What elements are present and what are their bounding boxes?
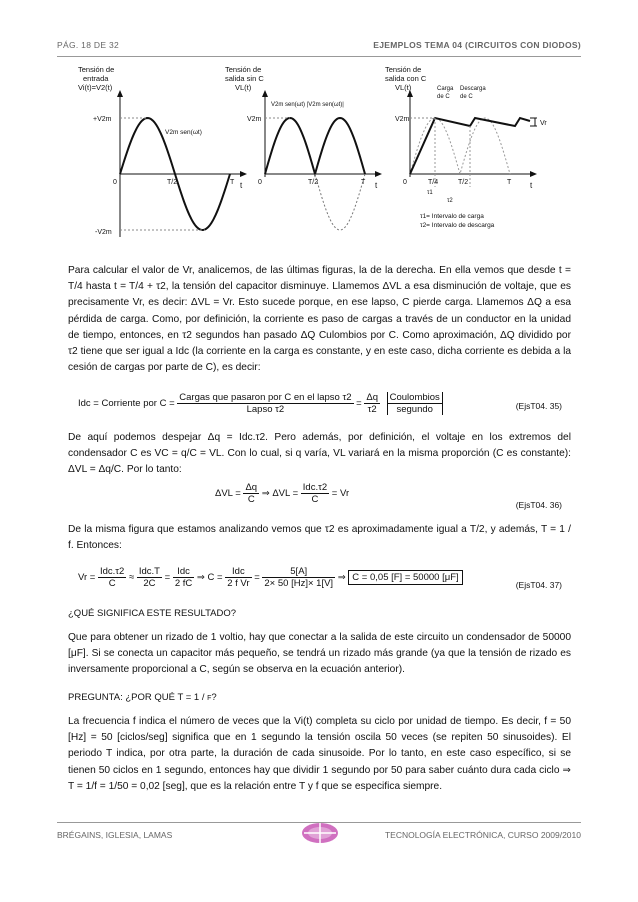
eq35-unit-den: segundo <box>396 404 433 415</box>
g2-axis-t-mark: T <box>361 179 366 186</box>
g1-title-3: Vi(t)=V2(t) <box>78 83 113 92</box>
eq37-d4: 2 f Vr <box>227 578 250 589</box>
waveform-figure <box>75 62 565 242</box>
eq37-n5: 5[A] <box>262 566 335 578</box>
eq37-d3: 2 fC <box>174 578 193 589</box>
eq36-c: = Vr <box>331 488 350 500</box>
g2-title-2: salida sin C <box>225 74 264 83</box>
g3-legend-1: τ1= Intervalo de carga <box>420 213 484 220</box>
graph-output-with-c <box>385 65 547 229</box>
g1-title-1: Tensión de <box>78 65 115 74</box>
eq37-d5: 2× 50 [Hz]× 1[V] <box>264 578 334 589</box>
paragraph-1: Para calcular el valor de Vr, analicemos, de las últimas figuras, la de la derecha. En ella vemos que desde t = T/4 hasta t = T/4 + τ2, la tensión del capacitor disminuye. Llamemos ΔVL a esa disminución de voltaje, que es precisamente Vr, es decir: ΔVL = Vr. Esto sucede porque, en ese lapso, C pierde carga. Llamemos ΔQ a esa pérdida de carga. Como, por definición, la corriente es paso de cargas a través de un conductor en la unidad de tiempo, entonces, en τ2 segundos han pasado ΔQ Culombios por C. Como aproximación, ΔQ dividido por τ2 tiene que ser igual a Idc (la corriente en la carga es constante, y en este caso, dicha corriente es debida a la cesión de cargas por parte de C), es decir: <box>68 265 571 374</box>
eq35-num2: Δq <box>366 392 378 403</box>
g3-title-1: Tensión de <box>385 65 422 74</box>
paragraph-3: De la misma figura que estamos analizando vemos que τ2 es aproximadamente igual a T/2, y además, T = 1 / f. Entonces: <box>68 524 571 552</box>
g1-vmax: +V2m <box>93 116 112 123</box>
paragraph-5: La frecuencia f indica el número de veces que la Vi(t) completa su ciclo por unidad de tiempo. Es decir, f = 50 [Hz] = 50 [ciclos/seg] significa que en 1 segundo la tensión oscila 50 veces (se repiten 50 sinusoides). El periodo T indica, por otra parte, la duración de cada sinusoide. Por lo tanto, en este caso específico, si se tienen 50 ciclos en 1 segundo, entonces hay que dividir 1 segundo por 50 para saber cuánto dura cada ciclo ⇒ T = 1/f = 1/50 = 0,02 [seg], que es la relación entre T y f que se especifica siempre. <box>68 716 571 792</box>
eq37-n2: Idc.T <box>138 566 160 577</box>
g3-axis-t: t <box>530 181 533 190</box>
equation-37 <box>78 566 463 589</box>
paragraph-4: Que para obtener un rizado de 1 voltio, hay que conectar a la salida de este circuito un condensador de 50000 [μF]. Si se conecta un capacitor más pequeño, se tendrá un rizado más grande (ya que la tensión de rizado es inversamente proporcional a C, según se observa en la ecuación anterior). <box>68 632 571 676</box>
eq37-a: Vr = <box>78 572 96 584</box>
eq37-d: ⇒ C = <box>196 572 223 584</box>
eq36-n2: Idc.τ2 <box>302 482 328 493</box>
g3-tau1: τ1 <box>427 190 433 196</box>
graph-output-without-c <box>225 65 382 230</box>
eq35-den: Lapso τ2 <box>246 404 285 415</box>
g3-tau2: τ2 <box>447 198 453 204</box>
eq36-b: ⇒ ΔVL = <box>261 488 299 500</box>
g2-axis-t: t <box>375 181 378 190</box>
page-number: PÁG. 18 DE 32 <box>57 40 120 50</box>
g3-title-3: VL(t) <box>395 83 412 92</box>
footer-course: TECNOLOGÍA ELECTRÓNICA, CURSO 2009/2010 <box>384 830 581 840</box>
eq36-n1: Δq <box>245 482 258 493</box>
g2-curves-label: V2m sen(ωt) |V2m sen(ωt)| <box>271 102 344 108</box>
paragraph-2: De aquí podemos despejar Δq = Idc.τ2. Pero además, por definición, el voltaje en los extremos del condensador C es VC = q/C = VL. Con lo cual, si q varía, VL variará en la misma proporción (C es constante): ΔVL = Δq/C. Por lo tanto: <box>68 432 571 476</box>
g2-title-3: VL(t) <box>235 83 252 92</box>
header-title: EJEMPLOS TEMA 04 (CIRCUITOS CON DIODOS) <box>373 40 581 50</box>
eq37-n4: Idc <box>225 566 251 578</box>
g1-axis-t2: T/2 <box>167 179 178 186</box>
g1-axis-zero: 0 <box>113 179 117 186</box>
equation-35: Idc = Corriente por C = $\frac{\text{Cargas que pasaron por C en el lapso τ2}}{\text{Lapso τ2}}$ = $\frac{\Delta q}{\tau 2}$ $\frac{\text{Coulombios}}{\text{segundo}}$ <box>78 392 443 415</box>
g3-carga-2: de C <box>437 94 450 100</box>
eq37-boxed-result: C = 0,05 [F] = 50000 [μF] <box>348 570 462 585</box>
g3-axis-t4: T/4 <box>428 179 439 186</box>
g1-axis-t: t <box>240 181 243 190</box>
g1-vmin: -V2m <box>95 229 112 236</box>
eq37-e: = <box>254 572 260 584</box>
eq35-label: (EjsT04. 35) <box>515 401 562 411</box>
eq36-label: (EjsT04. 36) <box>515 500 562 510</box>
eq36-d2: C <box>311 494 319 505</box>
eq35-den2: τ2 <box>367 404 377 415</box>
g2-title-1: Tensión de <box>225 65 262 74</box>
g3-vmax: V2m <box>395 116 410 123</box>
page-header <box>57 40 581 54</box>
g3-vr: Vr <box>540 120 547 127</box>
g2-axis-t2: T/2 <box>308 179 319 186</box>
footer-authors: BRÉGAINS, IGLESIA, LAMAS <box>57 830 173 840</box>
eq36-a: ΔVL = <box>215 488 241 500</box>
university-logo-icon <box>300 820 340 846</box>
question-2: PREGUNTA: ¿POR QUÉ T = 1 / f? <box>68 692 217 703</box>
eq37-f: ⇒ <box>337 572 346 584</box>
g2-vmax: V2m <box>247 116 262 123</box>
graph-input-voltage <box>78 65 247 237</box>
eq35-lhs: Idc = Corriente por C = <box>78 398 175 410</box>
g3-legend-2: τ2= Intervalo de descarga <box>420 222 495 229</box>
g1-axis-t-mark: T <box>230 179 235 186</box>
eq37-n3: Idc <box>173 566 194 578</box>
g3-axis-t-mark: T <box>507 179 512 186</box>
eq35-unit-num: Coulombios <box>389 392 440 403</box>
g3-descarga-1: Descarga <box>460 86 486 92</box>
eq37-d2: 2C <box>143 578 156 589</box>
eq37-d1: C <box>108 578 116 589</box>
g1-title-2: entrada <box>83 74 109 83</box>
g3-descarga-2: de C <box>460 94 473 100</box>
g3-axis-t2: T/2 <box>458 179 469 186</box>
g3-title-2: salida con C <box>385 74 427 83</box>
question-1: ¿QUÉ SIGNIFICA ESTE RESULTADO? <box>68 608 237 619</box>
g3-carga-1: Carga <box>437 86 454 92</box>
g1-curve-label: V2m sen(ωt) <box>165 129 202 136</box>
eq37-label: (EjsT04. 37) <box>515 580 562 590</box>
eq37-c: = <box>164 572 171 584</box>
header-rule <box>57 56 581 57</box>
g2-axis-zero: 0 <box>258 179 262 186</box>
eq35-num: Cargas que pasaron por C en el lapso τ2 <box>179 392 352 403</box>
eq37-b: ≈ <box>128 572 135 584</box>
eq36-d1: C <box>247 494 255 505</box>
eq37-n1: Idc.τ2 <box>99 566 125 577</box>
equation-36 <box>215 482 349 505</box>
g3-axis-zero: 0 <box>403 179 407 186</box>
